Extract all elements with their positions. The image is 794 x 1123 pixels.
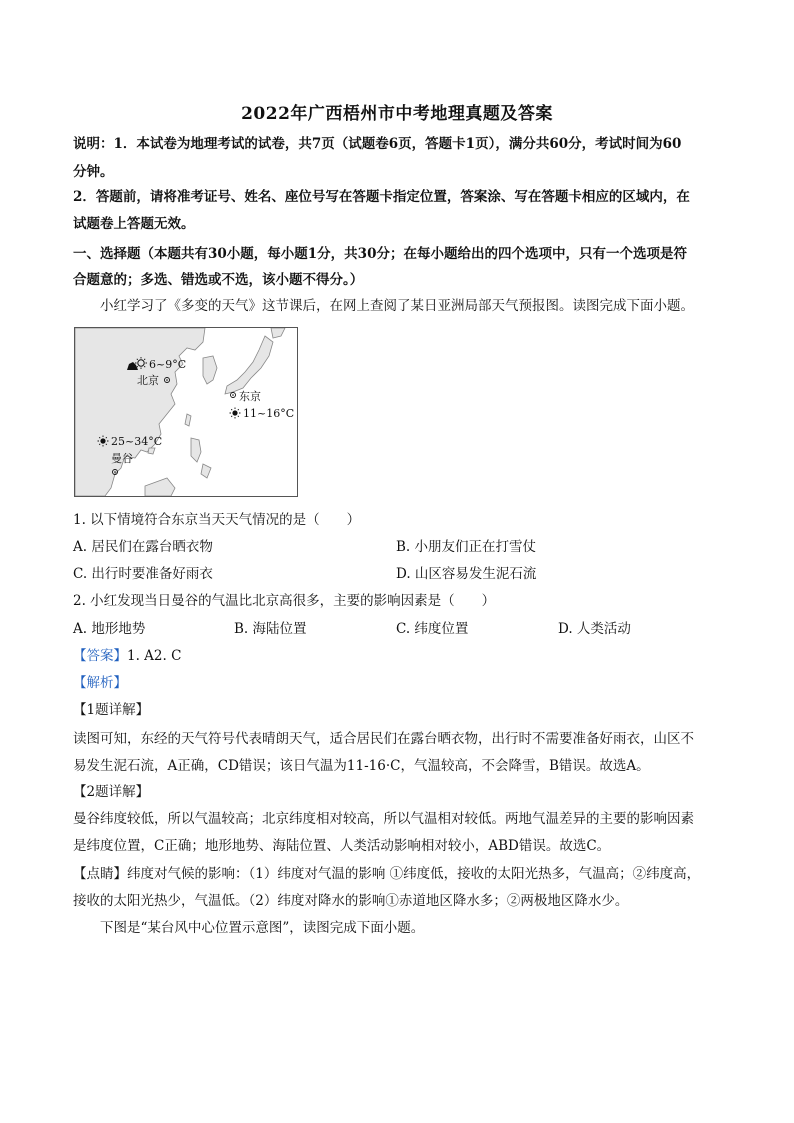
weather-map bbox=[74, 327, 298, 497]
weather-map-svg bbox=[75, 328, 297, 496]
answer-line bbox=[73, 646, 181, 666]
note2-line1: 2．答题前，请将准考证号、姓名、座位号写在答题卡指定位置，答案涂、写在答题卡相应的区域内，在 bbox=[73, 189, 690, 205]
note1-line2: 分钟。 bbox=[73, 164, 114, 180]
tokyo-temp: 11~16°C bbox=[243, 407, 295, 420]
q2-option-b: B. 海陆位置 bbox=[234, 621, 307, 637]
detail-1-label: 【1题详解】 bbox=[73, 702, 150, 718]
tip-line1 bbox=[73, 864, 700, 884]
intro-paragraph-2: 下图是“某台风中心位置示意图”，读图完成下面小题。 bbox=[100, 920, 425, 936]
question-1-stem: 1. 以下情境符合东京当天天气情况的是（ ） bbox=[73, 512, 361, 528]
q2-option-c: C. 纬度位置 bbox=[396, 621, 469, 637]
note1-line1: 说明：1．本试卷为地理考试的试卷，共7页（试题卷6页，答题卡1页），满分共60分，考试时间为60 bbox=[73, 136, 682, 152]
tokyo-label: 东京 bbox=[239, 390, 261, 403]
q2-option-a: A. 地形地势 bbox=[73, 621, 146, 637]
detail-2-line1: 曼谷纬度较低，所以气温较高；北京纬度相对较高，所以气温相对较低。两地气温差异的主要的影响因素 bbox=[73, 811, 694, 827]
page-title: 2022年广西梧州市中考地理真题及答案 bbox=[241, 104, 553, 124]
section1-heading-line1: 一、选择题（本题共有30小题，每小题1分，共30分；在每小题给出的四个选项中，只有一个选项是符 bbox=[73, 246, 687, 262]
tip-label: 【点睛】 bbox=[73, 866, 127, 882]
q1-option-a: A. 居民们在露台晒衣物 bbox=[73, 539, 213, 555]
section1-heading-line2: 合题意的；多选、错选或不选，该小题不得分。） bbox=[73, 272, 364, 288]
answer-label: 【答案】 bbox=[73, 648, 127, 664]
note2-line2: 试题卷上答题无效。 bbox=[73, 216, 195, 232]
q2-option-d: D. 人类活动 bbox=[558, 621, 631, 637]
detail-2-label: 【2题详解】 bbox=[73, 784, 150, 800]
beijing-label: 北京 bbox=[137, 374, 159, 387]
answer-value: 1. A2. C bbox=[127, 648, 182, 664]
q1-option-b: B. 小朋友们正在打雪仗 bbox=[396, 539, 537, 555]
q1-option-d: D. 山区容易发生泥石流 bbox=[396, 566, 537, 582]
beijing-temp: 6~9°C bbox=[149, 358, 187, 371]
tip-text-1: 纬度对气候的影响：（1）纬度对气温的影响 ①纬度低，接收的太阳光热多，气温高；②纬度高， bbox=[127, 866, 701, 882]
tip-line2: 接收的太阳光热少，气温低。（2）纬度对降水的影响①赤道地区降水多；②两极地区降水少。 bbox=[73, 893, 629, 909]
intro-paragraph-1: 小红学习了《多变的天气》这节课后，在网上查阅了某日亚洲局部天气预报图。读图完成下面小题。 bbox=[100, 298, 694, 314]
q1-option-c: C. 出行时要准备好雨衣 bbox=[73, 566, 213, 582]
analysis-label: 【解析】 bbox=[73, 675, 127, 691]
detail-1-line1: 读图可知，东经的天气符号代表晴朗天气，适合居民们在露台晒衣物，出行时不需要准备好雨衣，山区不 bbox=[73, 731, 694, 747]
bangkok-label: 曼谷 bbox=[111, 452, 133, 465]
bangkok-temp: 25~34°C bbox=[111, 435, 163, 448]
question-2-stem: 2. 小红发现当日曼谷的气温比北京高很多，主要的影响因素是（ ） bbox=[73, 593, 496, 609]
detail-1-line2: 易发生泥石流，A正确，CD错误；该日气温为11-16·C，气温较高，不会降雪，B错误。故选A。 bbox=[73, 758, 650, 774]
detail-2-line2: 是纬度位置，C正确；地形地势、海陆位置、人类活动影响相对较小，ABD错误。故选C。 bbox=[73, 838, 611, 854]
